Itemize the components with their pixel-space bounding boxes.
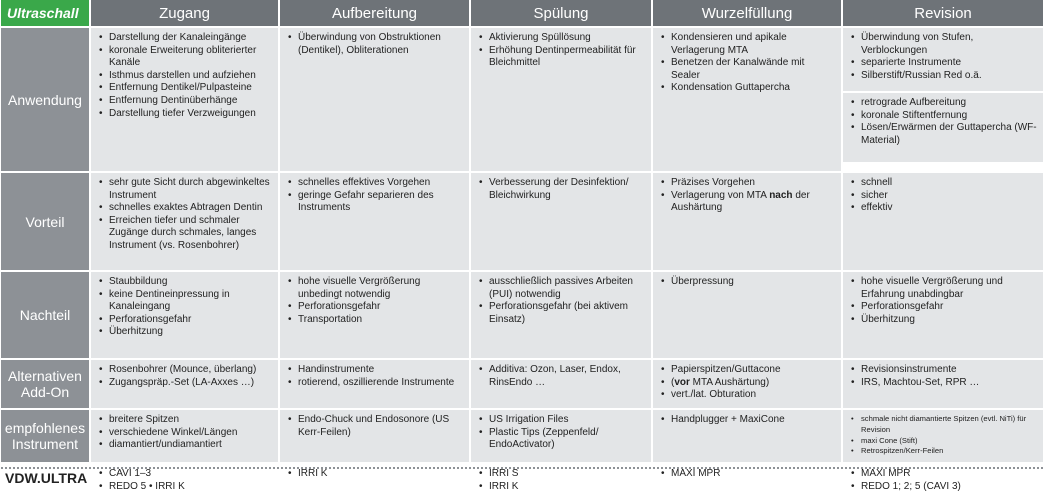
cell-alternativen-revision: [841, 358, 1043, 408]
list-item: • Benetzen der Kanalwände mit Sealer: [661, 57, 835, 82]
list-item: • schnelles exaktes Abtragen Dentin: [99, 202, 272, 215]
bullet-list: [288, 364, 463, 389]
list-item: • CAVI 1–3: [99, 468, 272, 481]
list-item: • Additiva: Ozon, Laser, Endox, RinsEndo …: [479, 364, 645, 389]
list-item: • sicher: [851, 190, 1037, 203]
list-item: • sehr gute Sicht durch abgewinkeltes Instrument: [99, 177, 272, 202]
cell-vorteil-zugang: [89, 171, 278, 270]
revision-subcell-top: [843, 28, 1043, 93]
list-item: • Lösen/Erwärmen der Guttapercha (WF-Material): [851, 122, 1037, 147]
list-item: • hohe visuelle Vergrößerung und Erfahrung unabdingbar: [851, 276, 1037, 301]
cell-vorteil-wurzelfuellung: [651, 171, 841, 270]
cell-instrument-aufbereitung: [278, 408, 469, 462]
list-item: • ausschließlich passives Arbeiten (PUI) notwendig: [479, 276, 645, 301]
cell-vorteil-spuelung: [469, 171, 651, 270]
cell-nachteil-revision: [841, 270, 1043, 358]
cell-nachteil-zugang: [89, 270, 278, 358]
column-header-zugang: Zugang: [89, 0, 278, 26]
list-item: • Revisionsinstrumente: [851, 364, 1037, 377]
column-header-revision: Revision: [841, 0, 1043, 26]
list-item: • Transportation: [288, 314, 463, 327]
list-item: • IRRI S: [479, 468, 645, 481]
cell-anwendung-spuelung: [469, 26, 651, 171]
text-span: Verlagerung von MTA: [671, 189, 770, 201]
list-item: • Zugangspräp.-Set (LA-Axxes …): [99, 377, 272, 390]
list-item: • IRRI K: [288, 468, 463, 481]
bullet-list: [851, 177, 1037, 215]
cell-anwendung-revision: [841, 26, 1043, 171]
list-item: • REDO 1; 2; 5 (CAVI 3): [851, 481, 1037, 494]
comparison-table: [1, 0, 1043, 498]
bullet-list: [288, 414, 463, 439]
bullet-list: [479, 177, 645, 202]
bullet-list: [99, 32, 272, 120]
list-item: • schmale nicht diamantierte Spitzen (evtl. NiTi) für Revision: [851, 414, 1037, 436]
list-item: • geringe Gefahr separieren des Instruments: [288, 190, 463, 215]
header-row: [1, 0, 1043, 26]
list-item: • diamantiert/undiamantiert: [99, 439, 272, 452]
list-item: • Überhitzung: [99, 326, 272, 339]
cell-instrument-revision: [841, 408, 1043, 462]
cell-alternativen-wurzelfuellung: [651, 358, 841, 408]
list-item: • effektiv: [851, 202, 1037, 215]
list-item: • Retrospitzen/Kerr-Feilen: [851, 446, 1037, 457]
list-item: • Isthmus darstellen und aufziehen: [99, 70, 272, 83]
list-item: • Erreichen tiefer und schmaler Zugänge durch schmales, langes Instrument (vs. Rosenbohrer): [99, 215, 272, 253]
cell-instrument-zugang: [89, 408, 278, 462]
row-label-line: Alternativen: [8, 368, 82, 384]
list-item: • hohe visuelle Vergrößerung unbedingt notwendig: [288, 276, 463, 301]
bullet-list: [479, 276, 645, 326]
bullet-list: [851, 364, 1037, 389]
bullet-list: [479, 32, 645, 70]
list-item: • Handplugger + MaxiCone: [661, 414, 835, 427]
bullet-list: [288, 276, 463, 326]
bullet-list: [479, 468, 645, 493]
list-item: • Überhitzung: [851, 314, 1037, 327]
list-item: • keine Dentineinpressung in Kanaleingang: [99, 289, 272, 314]
row-label-line: Add-On: [20, 384, 70, 400]
list-item: • Staubbildung: [99, 276, 272, 289]
bullet-list: [479, 414, 645, 452]
list-item: • Verbesserung der Desinfektion/ Bleichwirkung: [479, 177, 645, 202]
bullet-list: [851, 414, 1037, 457]
list-item: • Präzises Vorgehen: [661, 177, 835, 190]
bullet-list: [851, 32, 1037, 82]
row-alternativen: [1, 358, 1043, 408]
list-item: • IRS, Machtou-Set, RPR …: [851, 377, 1037, 390]
list-item: • Perforationsgefahr: [851, 301, 1037, 314]
cell-vorteil-aufbereitung: [278, 171, 469, 270]
list-item: • retrograde Aufbereitung: [851, 97, 1037, 110]
cell-instrument-wurzelfuellung: [651, 408, 841, 462]
bullet-list: [99, 414, 272, 452]
list-item: • Plastic Tips (Zeppenfeld/ EndoActivator): [479, 427, 645, 452]
row-nachteil: [1, 270, 1043, 358]
list-item: • separierte Instrumente: [851, 57, 1037, 70]
list-item: • Aktivierung Spüllösung: [479, 32, 645, 45]
list-item: • rotierend, oszillierende Instrumente: [288, 377, 463, 390]
list-item: • schnelles effektives Vorgehen: [288, 177, 463, 190]
bullet-list: [661, 414, 835, 427]
list-item: • Darstellung tiefer Verzweigungen: [99, 108, 272, 121]
list-item: • verschiedene Winkel/Längen: [99, 427, 272, 440]
bullet-list: [288, 468, 463, 481]
bullet-list: [851, 276, 1037, 326]
bullet-list: [661, 364, 835, 402]
cell-alternativen-aufbereitung: [278, 358, 469, 408]
list-item: • Rosenbohrer (Mounce, überlang): [99, 364, 272, 377]
list-item: • Perforationsgefahr: [99, 314, 272, 327]
bullet-list: [661, 177, 835, 215]
list-item: • Endo-Chuck und Endosonore (US Kerr-Feilen): [288, 414, 463, 439]
bullet-list: [851, 468, 1037, 493]
list-item: • US Irrigation Files: [479, 414, 645, 427]
text-span: MTA Aushärtung): [689, 376, 770, 388]
list-item: • Kondensieren und apikale Verlagerung MTA: [661, 32, 835, 57]
list-item: • Entfernung Dentikel/Pulpasteine: [99, 82, 272, 95]
cell-nachteil-spuelung: [469, 270, 651, 358]
list-item: • Überwindung von Stufen, Verblockungen: [851, 32, 1037, 57]
list-item: • Erhöhung Dentinpermeabilität für Bleichmittel: [479, 45, 645, 70]
list-item: • Überwindung von Obstruktionen (Dentikel), Obliterationen: [288, 32, 463, 57]
bullet-list: [661, 276, 835, 289]
text-span: der Aushärtung: [671, 189, 810, 214]
cell-anwendung-wurzelfuellung: [651, 26, 841, 171]
bullet-list: [661, 32, 835, 95]
bullet-list: [288, 177, 463, 215]
row-label-vorteil: Vorteil: [1, 171, 89, 270]
list-item: • Kondensation Guttapercha: [661, 82, 835, 95]
list-item: • MAXI MPR: [851, 468, 1037, 481]
bullet-list: [661, 468, 835, 481]
cell-alternativen-zugang: [89, 358, 278, 408]
bullet-list: [99, 468, 272, 493]
text-span: (: [671, 376, 675, 388]
cell-anwendung-aufbereitung: [278, 26, 469, 171]
row-label-anwendung: Anwendung: [1, 26, 89, 171]
bullet-list: [99, 364, 272, 389]
list-item: • schnell: [851, 177, 1037, 190]
revision-subcell-bottom: [843, 93, 1043, 162]
list-item: • Überpressung: [661, 276, 835, 289]
list-item: • koronale Stiftentfernung: [851, 110, 1037, 123]
list-item: • Entfernung Dentinüberhänge: [99, 95, 272, 108]
bullet-list: [479, 364, 645, 389]
row-label-line: empfohlenes: [4, 420, 86, 436]
cell-alternativen-spuelung: [469, 358, 651, 408]
row-label-line: Instrument: [11, 436, 79, 452]
list-item: • Silberstift/Russian Red o.ä.: [851, 70, 1037, 83]
list-item: • IRRI K: [479, 481, 645, 494]
bullet-list: [99, 177, 272, 253]
row-label-nachteil: Nachteil: [1, 270, 89, 358]
dotted-separator: [1, 467, 1043, 469]
row-label-vdw-ultra: VDW.ULTRA: [1, 462, 89, 498]
cell-nachteil-aufbereitung: [278, 270, 469, 358]
list-item: • MAXI MPR: [661, 468, 835, 481]
list-item: • Papierspitzen/Guttacone: [661, 364, 835, 377]
cell-instrument-spuelung: [469, 408, 651, 462]
list-item: [661, 190, 835, 215]
row-vorteil: [1, 171, 1043, 270]
list-item: • REDO 5 • IRRI K: [99, 481, 272, 494]
bold-text: nach: [769, 189, 793, 201]
column-header-aufbereitung: Aufbereitung: [278, 0, 469, 26]
list-item: • Perforationsgefahr (bei aktivem Einsatz): [479, 301, 645, 326]
row-anwendung: [1, 26, 1043, 171]
list-item: • breitere Spitzen: [99, 414, 272, 427]
cell-nachteil-wurzelfuellung: [651, 270, 841, 358]
list-item: • maxi Cone (Stift): [851, 436, 1037, 447]
row-label-alternativen: [1, 358, 89, 408]
column-header-wurzelfuellung: Wurzelfüllung: [651, 0, 841, 26]
bold-text: vor: [674, 376, 690, 388]
row-label-instrument: [1, 408, 89, 462]
bullet-list: [288, 32, 463, 57]
bullet-list: [851, 97, 1037, 147]
list-item: • Darstellung der Kanaleingänge: [99, 32, 272, 45]
row-instrument: [1, 408, 1043, 462]
column-header-spuelung: Spülung: [469, 0, 651, 26]
bullet-list: [99, 276, 272, 339]
list-item: • Perforationsgefahr: [288, 301, 463, 314]
corner-label: Ultraschall: [1, 0, 89, 26]
list-item: • vert./lat. Obturation: [661, 389, 835, 402]
list-item: • Handinstrumente: [288, 364, 463, 377]
list-item: • koronale Erweiterung obliterierter Kanäle: [99, 45, 272, 70]
list-item: [661, 377, 835, 390]
cell-vorteil-revision: [841, 171, 1043, 270]
cell-anwendung-zugang: [89, 26, 278, 171]
